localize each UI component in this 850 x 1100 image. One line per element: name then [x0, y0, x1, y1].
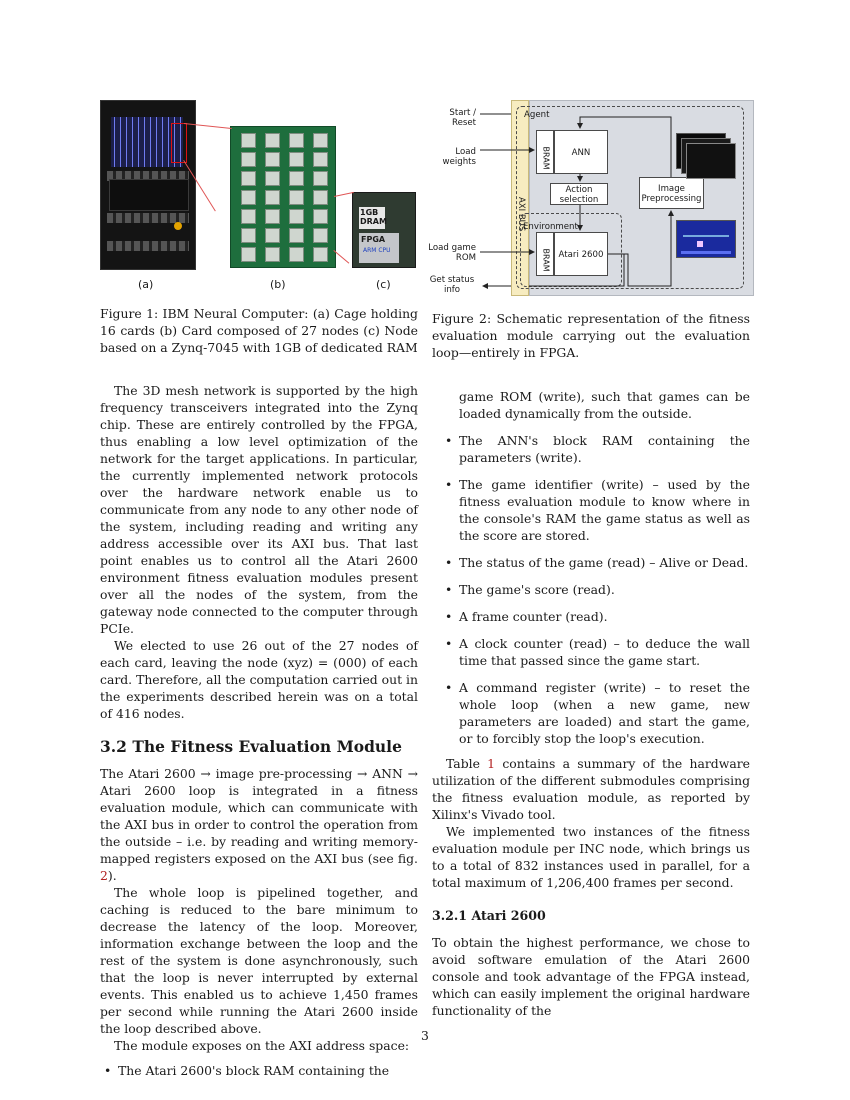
- table-reference-link[interactable]: 1: [487, 756, 496, 771]
- bram-label: BRAM: [541, 248, 551, 272]
- figure-reference-link[interactable]: 2: [100, 868, 108, 883]
- node-chip: [289, 209, 304, 224]
- list-item: • A command register (write) – to reset the whole loop (when a new game, new parameters are loaded) and start the game, or to forcibly stop the loop's execution.: [441, 679, 750, 747]
- node-chip: [289, 247, 304, 262]
- node-chip: [313, 171, 328, 186]
- section-heading: 3.2 The Fitness Evaluation Module: [100, 737, 402, 756]
- paragraph: We elected to use 26 out of the 27 nodes of each card, leaving the node (xyz) = (000) of each card. Therefore, all the computation carried out in the experiments described herein was on a total of 416 nodes.: [100, 638, 418, 721]
- paragraph: The whole loop is pipelined together, and caching is reduced to the bare minimum to decrease the latency of the loop. Moreover, information exchange between the loop and the rest of the system is done asynchronously, such that the loop is never interrupted by external events. This enabled us to achieve 1,450 frames per second while running the Atari 2600 inside the loop described above.: [100, 885, 418, 1036]
- dataflow-arrows: [428, 100, 753, 300]
- node-chip: [265, 190, 280, 205]
- zoom-line: [334, 192, 354, 197]
- paragraph: game ROM (write), such that games can be loaded dynamically from the outside.: [459, 389, 750, 421]
- node-chip: [265, 152, 280, 167]
- list-item: • The ANN's block RAM containing the parameters (write).: [441, 432, 750, 466]
- subsection-heading: 3.2.1 Atari 2600: [432, 908, 546, 923]
- zoom-box: [171, 123, 187, 163]
- node-chip: [313, 152, 328, 167]
- list-item: • The game's score (read).: [441, 581, 750, 598]
- panel-label-a: (a): [138, 278, 154, 291]
- paragraph: The 3D mesh network is supported by the high frequency transceivers integrated into the Zynq chip. These are entirely controlled by the FPGA, thus enabling a low level optimization of the network for the target applications. In particular, the currently implemented network protocols over the hardware network enable us to communicate from any node to any other node of the system, including reading and writing any address accessible over its AXI bus. That last point enables us to control all the Atari 2600 environment fitness evaluation modules present over all the nodes of the system, from the gateway node connected to the computer through PCIe.: [100, 383, 418, 636]
- right-column: [432, 388, 750, 1019]
- cage-photo: [100, 100, 196, 270]
- node-chip: [313, 209, 328, 224]
- node-chip: [289, 133, 304, 148]
- list-item: • The status of the game (read) – Alive or Dead.: [441, 554, 750, 571]
- node-chip: [265, 133, 280, 148]
- bullet-list: [441, 432, 750, 747]
- fpga-chip-label: FPGA: [361, 235, 386, 244]
- list-item: • The game identifier (write) – used by the fitness evaluation module to know where in the console's RAM the game status as well as the score are stored.: [441, 476, 750, 544]
- node-chip: [265, 209, 280, 224]
- node-chip: [289, 190, 304, 205]
- list-item: • A clock counter (read) – to deduce the wall time that passed since the game start.: [441, 635, 750, 669]
- figure-1: [100, 100, 418, 290]
- node-chip: [241, 228, 256, 243]
- node-chip: [313, 228, 328, 243]
- figure-2: [428, 100, 753, 300]
- bram-label: BRAM: [541, 146, 551, 170]
- node-chip: [241, 209, 256, 224]
- list-item: • The Atari 2600's block RAM containing the: [100, 1062, 418, 1079]
- fpga-chip: [359, 233, 399, 263]
- node-chip: [313, 247, 328, 262]
- node-chip: [289, 228, 304, 243]
- left-column: [100, 382, 418, 1079]
- environment-label: Environment: [523, 222, 578, 232]
- paragraph: We implemented two instances of the fitness evaluation module per INC node, which brings us to a total of 832 instances used in parallel, for a total maximum of 1,206,400 frames per second.: [432, 824, 750, 890]
- node-chip: [289, 171, 304, 186]
- dram-chip-label: 1GB DRAM: [359, 207, 385, 229]
- paragraph: To obtain the highest performance, we chose to avoid software emulation of the Atari 2600 console and took advantage of the FPGA instead, which can easily implement the original hardware functionality of the: [432, 935, 750, 1018]
- bullet-list: [100, 1062, 418, 1079]
- figure-1-caption: Figure 1: IBM Neural Computer: (a) Cage holding 16 cards (b) Card composed of 27 nodes (c) Node based on a Zynq-7045 with 1GB of dedicated RAM: [100, 306, 418, 355]
- load-rom-label: Load game ROM: [428, 243, 476, 263]
- axi-bus-label: AXI BUS: [516, 197, 526, 232]
- panel-label-c: (c): [376, 278, 391, 291]
- panel-label-b: (b): [270, 278, 286, 291]
- node-chip: [313, 190, 328, 205]
- node-chip: [241, 171, 256, 186]
- node-chip: [289, 152, 304, 167]
- node-chip: [241, 190, 256, 205]
- agent-label: Agent: [524, 110, 550, 120]
- ann-label: ANN: [571, 148, 591, 158]
- start-reset-label: Start / Reset: [449, 108, 476, 128]
- paragraph: The module exposes on the AXI address space:: [114, 1038, 410, 1053]
- figure-2-caption: Figure 2: Schematic representation of the fitness evaluation module carrying out the evaluation loop—entirely in FPGA.: [432, 311, 750, 360]
- node-chip: [265, 228, 280, 243]
- node-chip: [241, 247, 256, 262]
- node-chip: [265, 247, 280, 262]
- node-chip: [265, 171, 280, 186]
- node-chip: [241, 133, 256, 148]
- card-photo: [230, 126, 336, 268]
- get-status-label: Get status info: [429, 275, 475, 295]
- node-chip: [313, 133, 328, 148]
- node-chip: [241, 152, 256, 167]
- paragraph: Table 1 contains a summary of the hardware utilization of the different submodules comprising the fitness evaluation module, as reported by Xilinx's Vivado tool.: [432, 756, 750, 822]
- arm-cpu-label: ARM CPU: [363, 247, 391, 254]
- atari-label: Atari 2600: [558, 250, 604, 260]
- paragraph: The Atari 2600 → image pre-processing → ANN → Atari 2600 loop is integrated in a fitness evaluation module, which can communicate with the AXI bus in order to control the operation from the outside – i.e. by reading and writing memory-mapped registers exposed on the AXI bus (see fig. 2).: [100, 766, 418, 883]
- image-preprocessing-label: Image Preprocessing: [641, 184, 702, 204]
- list-item: • A frame counter (read).: [441, 608, 750, 625]
- load-weights-label: Load weights: [442, 147, 476, 167]
- action-selection-label: Action selection: [559, 185, 599, 205]
- node-photo: [352, 192, 416, 268]
- page-number: 3: [421, 1028, 429, 1043]
